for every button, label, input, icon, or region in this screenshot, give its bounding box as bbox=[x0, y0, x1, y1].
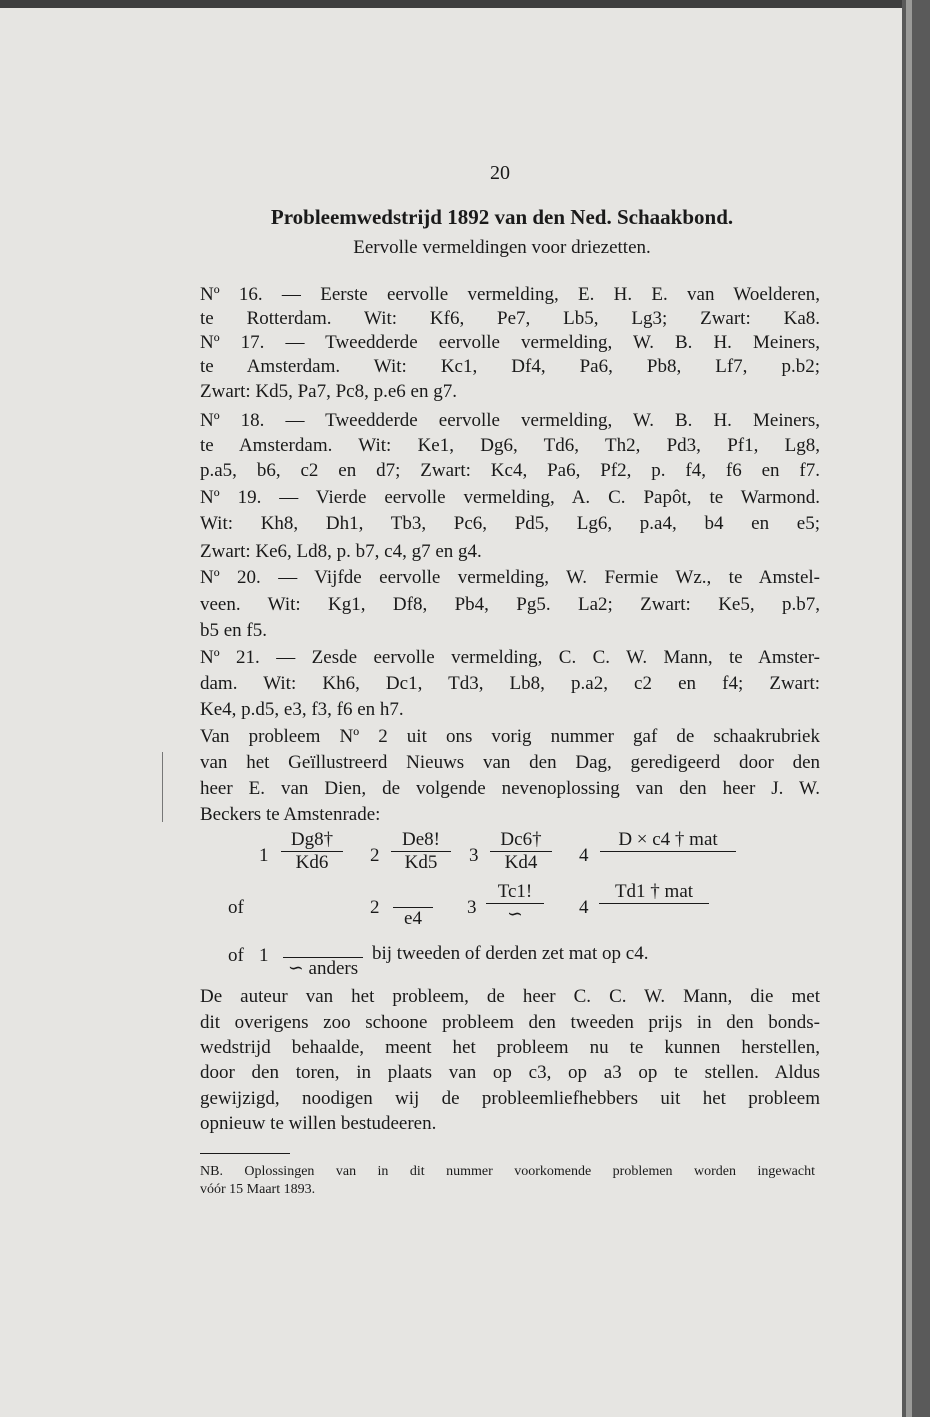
text-line: p.a5, b6, c2 en d7; Zwart: Kc4, Pa6, Pf2, p. f4, f6 en f7. bbox=[200, 460, 820, 481]
move-number: 2 bbox=[370, 897, 380, 918]
black-move: ∽ anders bbox=[287, 958, 359, 979]
move-fraction bbox=[391, 829, 451, 874]
text-line: Nº 17. — Tweedderde eervolle vermelding, W. B. H. Meiners, bbox=[200, 332, 820, 353]
footnote-line: NB. Oplossingen van in dit nummer voorkomende problemen worden ingewacht bbox=[200, 1164, 815, 1179]
black-move: e4 bbox=[404, 908, 422, 929]
text-line: te Amsterdam. Wit: Ke1, Dg6, Td6, Th2, Pd3, Pf1, Lg8, bbox=[200, 435, 820, 456]
text-line: te Amsterdam. Wit: Kc1, Df4, Pa6, Pb8, Lf7, p.b2; bbox=[200, 356, 820, 377]
text-line: te Rotterdam. Wit: Kf6, Pe7, Lb5, Lg3; Zwart: Ka8. bbox=[200, 308, 820, 329]
page-number: 20 bbox=[490, 162, 510, 184]
move-fraction bbox=[600, 829, 736, 874]
black-move bbox=[599, 904, 709, 926]
black-move: Kd4 bbox=[504, 852, 538, 873]
text-line: Nº 18. — Tweedderde eervolle vermelding, W. B. H. Meiners, bbox=[200, 410, 820, 431]
text-line: wedstrijd behaalde, meent het probleem nu te kunnen herstellen, bbox=[200, 1037, 820, 1058]
text-line: dit overigens zoo schoone probleem den tweeden prijs in den bonds- bbox=[200, 1012, 820, 1033]
text-line: Nº 20. — Vijfde eervolle vermelding, W. Fermie Wz., te Amstel- bbox=[200, 567, 820, 588]
black-move bbox=[600, 852, 736, 874]
text-line: veen. Wit: Kg1, Df8, Pb4, Pg5. La2; Zwart: Ke5, p.b7, bbox=[200, 594, 820, 615]
text-line: door den toren, in plaats van op c3, op a3 op te stellen. Aldus bbox=[200, 1062, 820, 1083]
text-line: Ke4, p.d5, e3, f3, f6 en h7. bbox=[200, 699, 404, 720]
move-number: 1 bbox=[259, 845, 269, 866]
white-move: De8! bbox=[391, 829, 451, 852]
footnote-line: vóór 15 Maart 1893. bbox=[200, 1182, 316, 1197]
of-label: of bbox=[228, 897, 244, 918]
move-fraction bbox=[283, 935, 363, 980]
text-line: Zwart: Ke6, Ld8, p. b7, c4, g7 en g4. bbox=[200, 541, 482, 562]
white-move bbox=[283, 935, 363, 958]
page-title: Probleemwedstrijd 1892 van den Ned. Schaakbond. bbox=[270, 205, 734, 229]
text-line: b5 en f5. bbox=[200, 620, 268, 641]
text-line: Beckers te Amstenrade: bbox=[200, 804, 381, 825]
white-move: Dc6† bbox=[490, 829, 552, 852]
black-move: Kd5 bbox=[404, 852, 438, 873]
white-move: Tc1! bbox=[486, 881, 544, 904]
text-line: gewijzigd, noodigen wij de probleemliefhebbers uit het probleem bbox=[200, 1088, 820, 1109]
text-line: Wit: Kh8, Dh1, Tb3, Pc6, Pd5, Lg6, p.a4, b4 en e5; bbox=[200, 513, 820, 534]
text-line: dam. Wit: Kh6, Dc1, Td3, Lb8, p.a2, c2 en f4; Zwart: bbox=[200, 673, 820, 694]
white-move bbox=[393, 885, 433, 908]
text-line: Nº 16. — Eerste eervolle vermelding, E. H. E. van Woelderen, bbox=[200, 284, 820, 305]
text-line: De auteur van het probleem, de heer C. C. W. Mann, die met bbox=[200, 986, 820, 1007]
text-line: van het Geïllustreerd Nieuws van den Dag, geredigeerd door den bbox=[200, 752, 820, 773]
white-move: Dg8† bbox=[281, 829, 343, 852]
move-number: 1 bbox=[259, 945, 269, 966]
move-number: 4 bbox=[579, 897, 589, 918]
text-line: Nº 19. — Vierde eervolle vermelding, A. C. Papôt, te Warmond. bbox=[200, 487, 820, 508]
move-fraction bbox=[281, 829, 343, 874]
text-line: Zwart: Kd5, Pa7, Pc8, p.e6 en g7. bbox=[200, 381, 457, 402]
text-line: heer E. van Dien, de volgende nevenoplossing van den heer J. W. bbox=[200, 778, 820, 799]
margin-mark bbox=[162, 752, 163, 822]
text-line: Nº 21. — Zesde eervolle vermelding, C. C. W. Mann, te Amster- bbox=[200, 647, 820, 668]
white-move: D × c4 † mat bbox=[600, 829, 736, 852]
move-number: 4 bbox=[579, 845, 589, 866]
text-line: opnieuw te willen bestudeeren. bbox=[200, 1113, 437, 1134]
of-label: of bbox=[228, 945, 244, 966]
move-fraction bbox=[490, 829, 552, 874]
move-number: 3 bbox=[469, 845, 479, 866]
white-move: Td1 † mat bbox=[599, 881, 709, 904]
black-move: ∽ bbox=[507, 904, 523, 925]
subtitle: Eervolle vermeldingen voor driezetten. bbox=[353, 237, 651, 258]
move-number: 3 bbox=[467, 897, 477, 918]
footnote-rule bbox=[200, 1153, 290, 1154]
move-fraction bbox=[393, 885, 433, 930]
move-number: 2 bbox=[370, 845, 380, 866]
black-move: Kd6 bbox=[295, 852, 329, 873]
move-fraction bbox=[599, 881, 709, 926]
text-line: Van probleem Nº 2 uit ons vorig nummer gaf de schaakrubriek bbox=[200, 726, 820, 747]
solution-note: bij tweeden of derden zet mat op c4. bbox=[372, 943, 649, 964]
move-fraction bbox=[486, 881, 544, 926]
